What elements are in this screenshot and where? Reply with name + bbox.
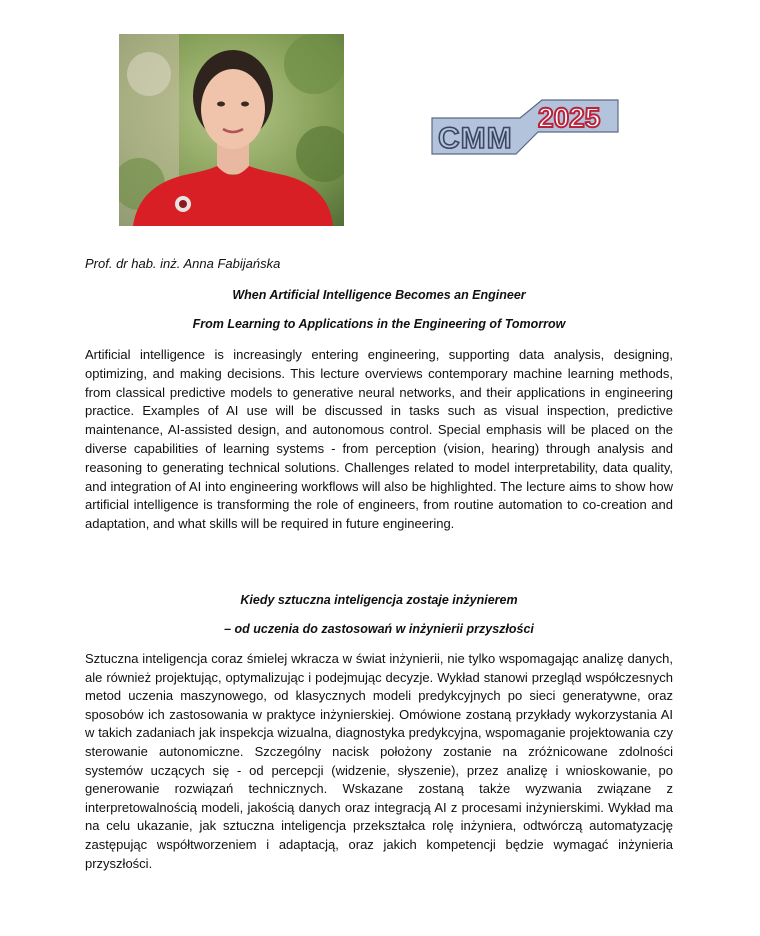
polish-subtitle: – od uczenia do zastosowań w inżynierii przyszłości xyxy=(224,622,534,636)
english-subtitle: From Learning to Applications in the Engineering of Tomorrow xyxy=(192,317,566,331)
english-title: When Artificial Intelligence Becomes an Engineer xyxy=(232,288,526,302)
logo-year-text: 2025 xyxy=(538,102,601,133)
english-abstract: Artificial intelligence is increasingly entering engineering, supporting data analysis, designing, optimizing, and making decisions. This lecture overviews contemporary machine learning methods, from classical predictive models to generative neural networks, and their applications in engineering practice. Examples of AI use will be discussed in tasks such as visual inspection, predictive maintenance, AI-assisted design, and autonomous control. Special emphasis will be placed on the diverse capabilities of learning systems - from perception (vision, hearing) through analysis and reasoning to generating technical solutions. Challenges related to model interpretability, data quality, and integration of AI into engineering workflows will also be highlighted. The lecture aims to show how artificial intelligence is transforming the role of engineers, from routine automation to co-creation and adaptation, and what skills will be required in future engineering. xyxy=(85,347,673,532)
speaker-name: Prof. dr hab. inż. Anna Fabijańska xyxy=(85,256,281,271)
logo-cmm-text: CMM xyxy=(438,122,513,155)
cmm-2025-logo xyxy=(430,92,620,158)
polish-abstract: Sztuczna inteligencja coraz śmielej wkracza w świat inżynierii, nie tylko wspomagając analizę danych, ale również projektując, optymalizując i podejmując decyzje. Wykład stanowi przegląd współczesnych metod uczenia maszynowego, od klasycznych modeli predykcyjnych po sieci generatywne, oraz sposobów ich zastosowania w praktyce inżynierskiej. Omówione zostaną przykłady wykorzystania AI w takich zadaniach jak inspekcja wizualna, diagnostyka predykcyjna, wspomaganie projektowania czy sterowanie autonomiczne. Szczególny nacisk położony zostanie na zróżnicowane zdolności systemów uczących się - od percepcji (widzenie, słyszenie), przez analizę i wnioskowanie, po generowanie rozwiązań technicznych. Wskazane zostaną także wyzwania związane z interpretowalnością modeli, jakością danych oraz integracją AI z procesami inżynierskimi. Wykład ma na celu ukazanie, jak sztuczna inteligencja przekształca rolę inżyniera, odtwórczą automatyzację zastępując współtworzeniem i adaptacją, oraz jakich kompetencji będzie wymagać inżynieria przyszłości. xyxy=(85,651,673,871)
polish-title: Kiedy sztuczna inteligencja zostaje inżynierem xyxy=(240,593,518,607)
speaker-photo xyxy=(119,34,344,226)
